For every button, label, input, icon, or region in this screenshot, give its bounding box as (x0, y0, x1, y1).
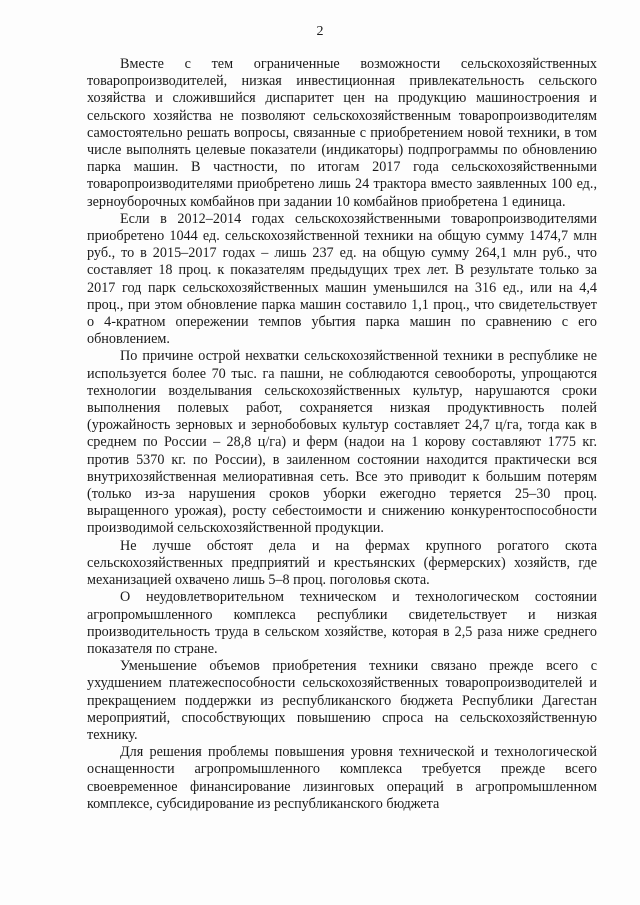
paragraph-purchase-decline: Уменьшение объемов приобретения техники связано прежде всего с ухудшением платежеспособности сельскохозяйственных товаропроизводителей и прекращением поддержки из республиканского бюджета Республики Дагестан мероприятий, способствующих повышению спроса на сельскохозяйственную технику. (87, 658, 597, 743)
paragraph-purchase-statistics: Если в 2012–2014 годах сельскохозяйственными товаропроизводителями приобретено 1044 ед. сельскохозяйственной техники на общую сумму 1474,7 млн руб., то в 2015–2017 годах – лишь 237 ед. на общую сумму 264,1 млн руб., что составляет 18 проц. к показателям предыдущих трех лет. В результате только за 2017 год парк сельскохозяйственных машин уменьшился на 316 ед., или на 4,4 проц., при этом обновление парка машин составило 1,1 проц., что свидетельствует о 4-кратном опережении темпов убытия парка машин по сравнению с его обновлением. (87, 210, 597, 348)
page-number: 2 (316, 24, 324, 39)
paragraph-labor-productivity: О неудовлетворительном техническом и технологическом состоянии агропромышленного комплекса республики свидетельствует и низкая производительность труда в сельском хозяйстве, которая в 2,5 раза ниже среднего показателя по стране. (87, 589, 597, 657)
paragraph-livestock-farms: Не лучше обстоят дела и на фермах крупного рогатого скота сельскохозяйственных предприятий и крестьянских (фермерских) хозяйств, где механизацией охвачено лишь 5–8 проц. поголовья скота. (87, 537, 597, 589)
paragraph-solution: Для решения проблемы повышения уровня технической и технологической оснащенности агропромышленного комплекса требуется прежде всего своевременное финансирование лизинговых операций в агропромышленном комплексе, субсидирование из республиканского бюджета (87, 744, 597, 812)
paragraph-equipment-shortage: По причине острой нехватки сельскохозяйственной техники в республике не используется более 70 тыс. га пашни, не соблюдаются севообороты, упрощаются технологии возделывания сельскохозяйственных культур, нарушаются сроки выполнения полевых работ, сохраняется низкая продуктивность полей (урожайность зерновых и зернобобовых культур составляет 24,7 ц/га, тогда как в среднем по России – 28,8 ц/га) и ферм (надои на 1 корову составляют 1775 кг. против 5370 кг. по России), в заиленном состоянии находится практически вся внутрихозяйственная мелиоративная сеть. Все это приводит к большим потерям (только из-за нарушения сроков уборки ежегодно теряется 25–30 проц. выращенного урожая), росту себестоимости и снижению конкурентоспособности производимой сельскохозяйственной продукции. (87, 348, 597, 537)
document-body (87, 56, 597, 813)
paragraph-equipment-constraints: Вместе с тем ограниченные возможности сельскохозяйственных товаропроизводителей, низкая инвестиционная привлекательность сельского хозяйства и сложившийся диспаритет цен на продукцию машиностроения и сельского хозяйства не позволяют сельскохозяйственным товаропроизводителям самостоятельно решать вопросы, связанные с приобретением новой техники, в том числе выполнять целевые показатели (индикаторы) подпрограммы по обновлению парка машин. В частности, по итогам 2017 года сельскохозяйственными товаропроизводителями приобретено лишь 24 трактора вместо заявленных 100 ед., зерноуборочных комбайнов при задании 10 комбайнов приобретена 1 единица. (87, 56, 597, 210)
